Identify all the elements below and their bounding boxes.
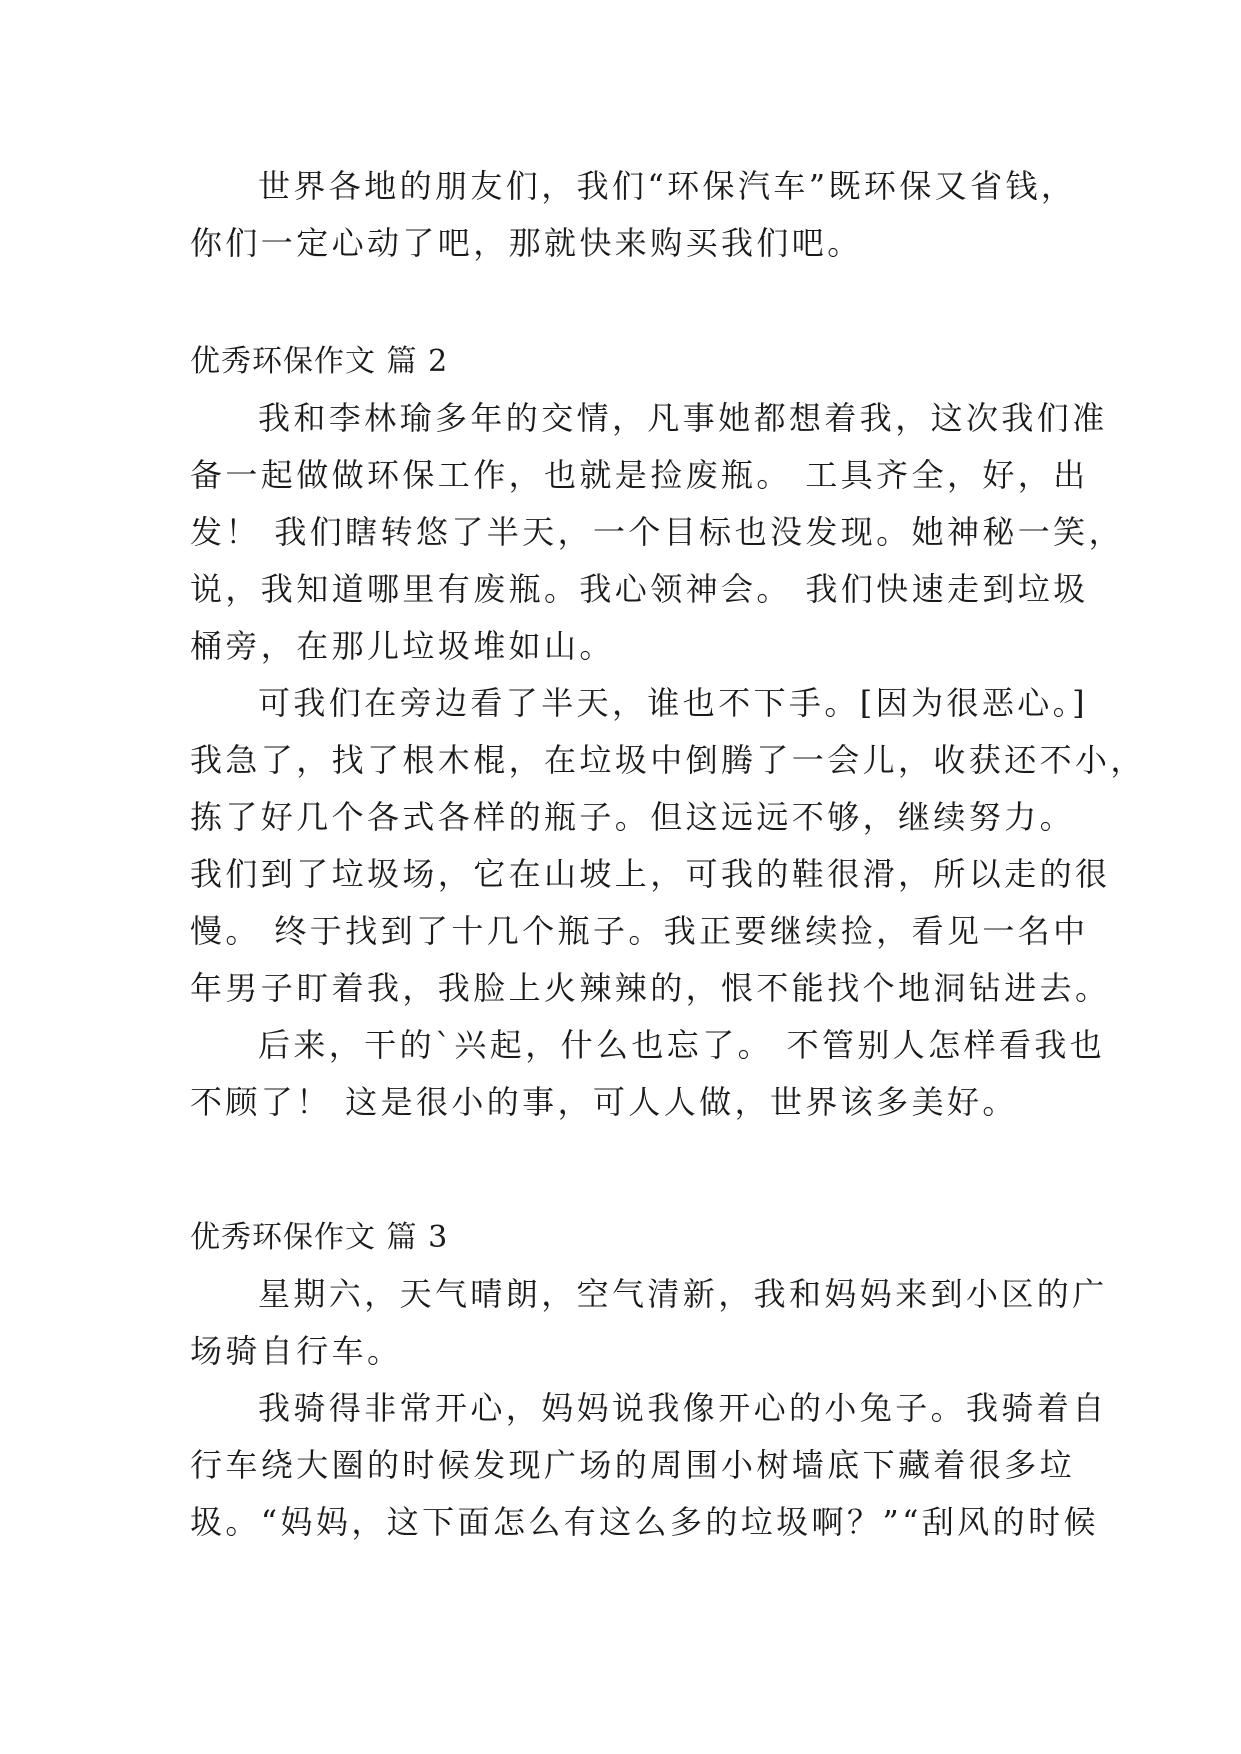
text-line: 世界各地的朋友们，我们“环保汽车”既环保又省钱， <box>258 167 1077 205</box>
text-line: 备一起做做环保工作，也就是捡废瓶。 工具齐全，好，出 <box>190 456 1089 494</box>
text-line: 后来，干的`兴起，什么也忘了。 不管别人怎样看我也 <box>258 1026 1106 1064</box>
text-line: 年男子盯着我，我脸上火辣辣的，恨不能找个地洞钻进去。 <box>190 969 1111 1007</box>
text-line: 不顾了！ 这是很小的事，可人人做，世界该多美好。 <box>190 1083 1018 1121</box>
text-line: 你们一定心动了吧，那就快来购买我们吧。 <box>190 224 863 262</box>
text-line: 慢。 终于找到了十几个瓶子。我正要继续捡，看见一名中 <box>190 912 1089 950</box>
intro-paragraph <box>190 158 1077 272</box>
text-line: 说，我知道哪里有废瓶。我心领神会。 我们快速走到垃圾 <box>190 570 1089 608</box>
text-line: 可我们在旁边看了半天，谁也不下手。[因为很恶心。] <box>258 684 1088 722</box>
section-heading: 优秀环保作文 篇 3 <box>190 1220 449 1255</box>
text-line: 拣了好几个各式各样的瓶子。但这远远不够，继续努力。 <box>190 798 1076 836</box>
document-page <box>190 158 1146 1541</box>
text-line: 发！ 我们瞎转悠了半天，一个目标也没发现。她神秘一笑， <box>190 513 1124 551</box>
text-line: 行车绕大圈的时候发现广场的周围小树墙底下藏着很多垃 <box>190 1446 1076 1484</box>
text-line: 星期六，天气晴朗，空气清新，我和妈妈来到小区的广 <box>258 1275 1108 1313</box>
section-heading: 优秀环保作文 篇 2 <box>190 344 449 379</box>
text-line: 我骑得非常开心，妈妈说我像开心的小兔子。我骑着自 <box>258 1389 1108 1427</box>
text-line: 桶旁，在那儿垃圾堆如山。 <box>190 627 615 665</box>
section-2 <box>190 333 1146 1131</box>
text-line: 我和李林瑜多年的交情，凡事她都想着我，这次我们准 <box>258 399 1108 437</box>
text-line: 我急了，找了根木棍，在垃圾中倒腾了一会儿，收获还不小， <box>190 741 1146 779</box>
text-line: 圾。“妈妈，这下面怎么有这么多的垃圾啊？”“刮风的时候 <box>190 1503 1099 1541</box>
section-3 <box>190 1209 1108 1551</box>
text-line: 我们到了垃圾场，它在山坡上，可我的鞋很滑，所以走的很 <box>190 855 1111 893</box>
text-line: 场骑自行车。 <box>190 1332 403 1370</box>
